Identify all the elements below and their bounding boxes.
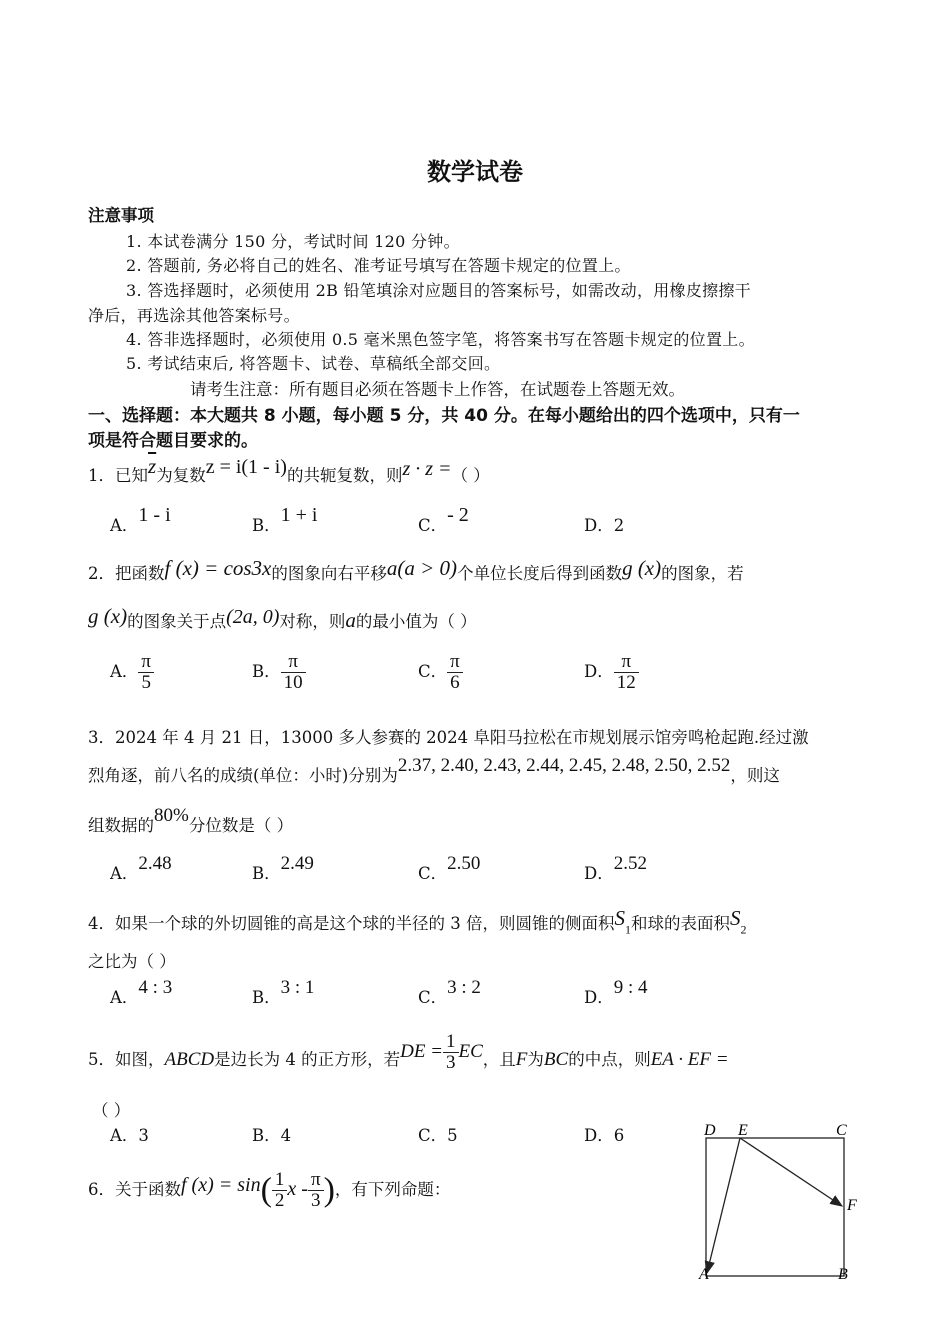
label-c: C	[836, 1122, 847, 1139]
notice-warning: 请考生注意：所有题目必须在答题卡上作答，在试题卷上答题无效。	[190, 380, 685, 399]
question-2-line2: g (x)的图象关于点(2a, 0)对称，则a的最小值为（ ）	[88, 604, 477, 632]
q3-option-a: A．2.48	[110, 853, 172, 883]
notice-item-1: 1. 本试卷满分 150 分，考试时间 120 分钟。	[126, 232, 460, 251]
section1-line1: 一、选择题：本大题共 8 小题，每小题 5 分，共 40 分。在每小题给出的四个选项中，只有一	[88, 406, 800, 426]
notice-item-3: 3. 答选择题时，必须使用 2B 铅笔填涂对应题目的答案标号，如需改动，用橡皮擦擦干	[126, 281, 752, 300]
q1-option-d: D．2	[584, 516, 625, 535]
q5-option-a: A．3	[110, 1126, 149, 1145]
q5-option-d: D．6	[584, 1126, 625, 1145]
q1-expr: z = i(1 - i)	[205, 456, 287, 478]
notice-item-2: 2. 答题前, 务必将自己的姓名、准考证号填写在答题卡规定的位置上。	[126, 256, 631, 275]
q5-option-c: C．5	[418, 1126, 458, 1145]
label-f: F	[847, 1197, 857, 1214]
q2-option-a: A． $\frac{\pi}{5}$	[110, 652, 154, 693]
question-4-line1: 4．如果一个球的外切圆锥的高是这个球的半径的 3 倍，则圆锥的侧面积$S_1$和球的表面积$S_2$	[88, 906, 747, 937]
notice-heading: 注意事项	[88, 206, 154, 225]
q3-option-d: D．2.52	[584, 853, 647, 883]
q5-option-b: B．4	[252, 1126, 292, 1145]
q2-option-b: B． $\frac{\pi}{10}$	[252, 652, 306, 693]
question-4-line2: 之比为（ ）	[88, 952, 176, 971]
label-b: B	[838, 1266, 848, 1283]
question-5-line2: （ ）	[92, 1101, 131, 1120]
question-6: 6．关于函数f (x) = sin( $\frac{1}{2}$ x - $\frac{\pi}{3}$ )，有下列命题：	[88, 1169, 451, 1211]
q4-option-a: A．4 : 3	[110, 977, 173, 1007]
label-a: A	[699, 1266, 709, 1283]
q3-option-b: B．2.49	[252, 853, 314, 883]
question-3-line2: 烈角逐，前八名的成绩(单位：小时)分别为2.37, 2.40, 2.43, 2.44, 2.45, 2.48, 2.50, 2.52，则这	[88, 755, 780, 785]
question-3-line1: 3．2024 年 4 月 21 日，13000 多人参赛的 2024 阜阳马拉松在市规划展示馆旁鸣枪起跑.经过激	[88, 728, 809, 747]
notice-item-5: 5. 考试结束后, 将答题卡、试卷、草稿纸全部交回。	[126, 354, 501, 373]
section1-line2: 项是符合题目要求的。	[88, 431, 258, 451]
q1-option-b: B．1 + i	[252, 504, 318, 535]
notice-item-3-cont: 净后，再选涂其他答案标号。	[88, 306, 300, 325]
notice-item-4: 4. 答非选择题时，必须使用 0.5 毫米黑色签字笔，将答案书写在答题卡规定的位置上。	[126, 330, 755, 349]
page-title: 数学试卷	[427, 158, 523, 186]
label-d: D	[704, 1122, 716, 1139]
q1-option-a: A．1 - i	[110, 504, 171, 535]
label-e: E	[738, 1122, 748, 1139]
z-bar: $\overline{z}$	[148, 454, 157, 478]
vector-ef	[740, 1138, 842, 1206]
q4-option-d: D．9 : 4	[584, 977, 648, 1007]
q3-option-c: C．2.50	[418, 853, 481, 883]
question-5-line1: 5．如图，ABCD是边长为 4 的正方形，若DE = $\frac{1}{3}$ EC，且F为BC的中点，则EA · EF =	[88, 1031, 729, 1073]
q4-option-c: C．3 : 2	[418, 977, 481, 1007]
question-2-line1: 2．把函数f (x) = cos3x的图象向右平移a(a > 0)个单位长度后得到函数g (x)的图象，若	[88, 556, 744, 583]
q1-option-c: C．- 2	[418, 504, 469, 535]
q2-option-d: D． $\frac{\pi}{12}$	[584, 652, 639, 693]
q2-option-c: C． $\frac{\pi}{6}$	[418, 652, 463, 693]
square-figure	[690, 1115, 870, 1285]
square-abcd	[706, 1138, 844, 1276]
question-3-line3: 组数据的80%分位数是（ ）	[88, 805, 294, 835]
q4-option-b: B．3 : 1	[252, 977, 315, 1007]
question-1: 1．已知$\overline{z}$为复数z = i(1 - i)的共轭复数，则z · z =（ ）	[88, 454, 490, 485]
q1-expr2: z · z =	[402, 458, 452, 480]
vector-ea	[707, 1138, 740, 1273]
